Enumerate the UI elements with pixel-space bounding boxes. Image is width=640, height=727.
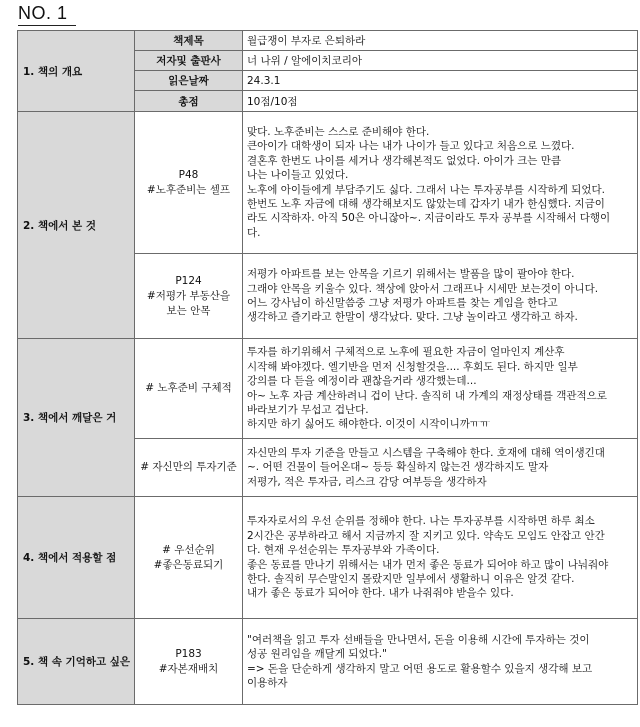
book-review-table: [17, 30, 638, 705]
section-3-title: 3. 책에서 깨달은 거: [18, 339, 135, 497]
hashtag: #자본재배치: [158, 662, 219, 675]
text-line: 그래야 안목을 키울수 있다. 책상에 앉아서 그래프나 시세만 보는것이 아니다.: [247, 282, 599, 295]
label-score: 총점: [135, 91, 243, 112]
value-author-publisher: 너 나위 / 알에이치코리아: [243, 51, 638, 71]
text-line: ~. 어떤 건물이 들어온대~ 등등 확실하지 않는건 생각하지도 말자: [247, 461, 549, 474]
section-4-tag: [135, 497, 243, 619]
section-overview-title: 1. 책의 개요: [18, 31, 135, 112]
text-line: 나는 나이들고 있었다.: [247, 169, 349, 182]
text-line: 저평가, 적은 투자금, 리스크 감당 여부등을 생각하자: [247, 475, 487, 488]
section-3-entry-2-tag: [135, 439, 243, 497]
label-title: 책제목: [135, 31, 243, 51]
text-line: 맞다. 노후준비는 스스로 준비해야 한다.: [247, 125, 430, 138]
section-4-title: 4. 책에서 적용할 점: [18, 497, 135, 619]
text-line: 투자자로서의 우선 순위를 정해야 한다. 나는 투자공부를 시작하면 하루 최소: [247, 515, 595, 528]
text-line: 시작해 봐야겠다. 엘기반을 먼저 신청할것을.... 후회도 된다. 하지만 일부: [247, 360, 578, 373]
hashtag-continued: 보는 안목: [166, 304, 211, 317]
text-line: 이용하자: [247, 676, 288, 689]
text-line: 아~ 노후 자금 계산하려니 겁이 난다. 솔직히 내 가계의 재정상태를 객관적으로: [247, 389, 607, 402]
section-2-entry-2-tag: [135, 254, 243, 339]
section-2-entry-2-text: [243, 254, 638, 339]
text-line: 강의를 다 듣을 예정이라 괜찮을거라 생각했는데...: [247, 375, 477, 388]
text-line: => 돈을 단순하게 생각하지 말고 어떤 용도로 활용할수 있을지 생각해 보고: [247, 662, 593, 675]
page-ref: P124: [175, 274, 202, 287]
text-line: 저평가 아파트를 보는 안목을 기르기 위해서는 발품을 많이 팔아야 한다.: [247, 268, 575, 281]
section-2-entry-1-tag: [135, 112, 243, 254]
hashtag: # 자신만의 투자기준: [140, 461, 237, 473]
page-heading: NO. 1: [18, 3, 68, 23]
text-line: 다. 현재 우선순위는 투자공부와 가족이다.: [247, 544, 440, 557]
text-line: 다.: [247, 226, 261, 239]
text-line: 투자를 하기위해서 구체적으로 노후에 필요한 자금이 얼마인지 계산후: [247, 346, 565, 359]
section-3-entry-2-text: [243, 439, 638, 497]
label-author-publisher: 저자및 출판사: [135, 51, 243, 71]
heading-underline: [18, 25, 76, 26]
hashtag: #노후준비는 셀프: [146, 183, 231, 196]
page-ref: P48: [178, 168, 199, 181]
hashtag: # 우선순위: [162, 543, 215, 556]
hashtag: # 노후준비 구체적: [145, 382, 232, 394]
value-score: 10점/10점: [243, 91, 638, 112]
text-line: 좋은 동료를 만나기 위해서는 내가 먼저 좋은 동료가 되어야 하고 많이 나눠줘야: [247, 558, 609, 571]
value-title: 월급쟁이 부자로 은퇴하라: [243, 31, 638, 51]
section-5-text: [243, 619, 638, 705]
text-line: 결혼후 한번도 나이를 세거나 생각해본적도 없었다. 아이가 크는 만큼: [247, 154, 562, 167]
text-line: 2시간은 공부하라고 해서 지금까지 잘 지키고 있다. 약속도 모임도 안잡고 안간: [247, 529, 605, 542]
text-line: 큰아이가 대학생이 되자 나는 내가 나이가 들고 있다고 처음으로 느꼈다.: [247, 140, 575, 153]
section-5-tag: [135, 619, 243, 705]
text-line: 노후에 아이들에게 부담주기도 싫다. 그래서 나는 투자공부를 시작하게 되었다.: [247, 183, 605, 196]
section-3-entry-1-text: [243, 339, 638, 439]
section-4-text: [243, 497, 638, 619]
text-line: "여러책을 읽고 투자 선배들을 만나면서, 돈을 이용해 시간에 투자하는 것이: [247, 633, 590, 646]
text-line: 한번도 노후 자금에 대해 생각해보지도 않았는데 갑자기 내가 한심했다. 지금이: [247, 197, 605, 210]
section-2-title: 2. 책에서 본 것: [18, 112, 135, 339]
section-5-title: 5. 책 속 기억하고 싶은: [18, 619, 135, 705]
value-read-date: 24.3.1: [243, 71, 638, 91]
text-line: 라도 시작하자. 아직 50은 아니잖아~. 지금이라도 투자 공부를 시작해서 다행이: [247, 212, 611, 225]
hashtag: #저평가 부동산을: [146, 289, 231, 302]
text-line: 자신만의 투자 기준을 만들고 시스템을 구축해야 한다. 호재에 대해 역이생긴대: [247, 446, 605, 459]
text-line: 바라보기가 무섭고 겁난다.: [247, 403, 369, 416]
text-line: 생각하고 즐기라고 한말이 생각났다. 맞다. 그냥 놀이라고 생각하고 하자.: [247, 311, 578, 324]
section-2-entry-1-text: [243, 112, 638, 254]
hashtag: #좋은동료되기: [153, 558, 224, 571]
text-line: 어느 강사님이 하신말씀중 그냥 저평가 아파트를 찾는 게임을 한다고: [247, 297, 558, 309]
text-line: 하지만 하기 싫어도 해야한다. 이것이 시작이니까ㅠㅠ: [247, 418, 491, 431]
page-ref: P183: [175, 647, 202, 660]
section-3-entry-1-tag: [135, 339, 243, 439]
text-line: 성공 원리임을 깨달게 되었다.": [247, 648, 387, 661]
label-read-date: 읽은날짜: [135, 71, 243, 91]
text-line: 내가 좋은 동료가 되어야 한다. 내가 나줘줘야 받을수 있다.: [247, 587, 514, 600]
text-line: 한다. 솔직히 무슨말인지 몰랐지만 일부에서 생활하니 이유은 알것 같다.: [247, 572, 575, 585]
